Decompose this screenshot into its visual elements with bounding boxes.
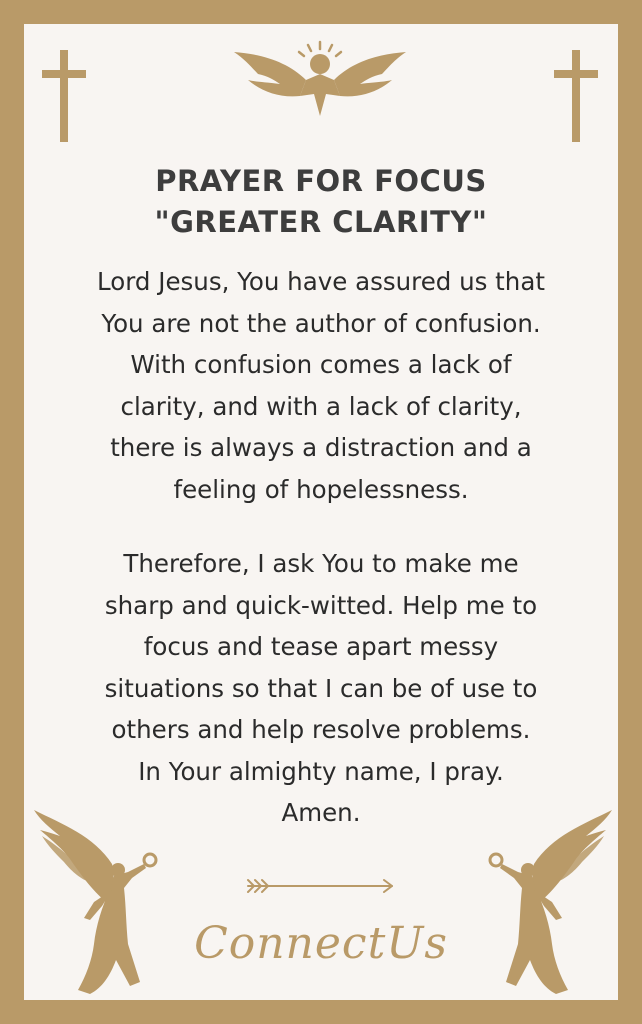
- arrow-icon: [244, 876, 396, 896]
- prayer-subtitle: "GREATER CLARITY": [154, 205, 488, 239]
- prayer-line: In Your almighty name, I pray.: [138, 756, 504, 786]
- prayer-title: PRAYER FOR FOCUS: [155, 164, 487, 198]
- prayer-line: clarity, and with a lack of clarity,: [120, 391, 522, 421]
- cross-icon: [552, 50, 600, 142]
- prayer-line: You are not the author of confusion.: [101, 308, 541, 338]
- prayer-line: situations so that I can be of use to: [104, 673, 538, 703]
- prayer-paragraph-1: [40, 261, 602, 510]
- prayer-line: With confusion comes a lack of: [130, 350, 512, 379]
- winged-sun-icon: [234, 40, 406, 120]
- brand-logo: ConnectUs: [194, 918, 448, 969]
- prayer-line: Therefore, I ask You to make me: [123, 549, 519, 578]
- prayer-line: others and help resolve problems.: [111, 715, 531, 744]
- prayer-line: there is always a distraction and a: [110, 433, 532, 462]
- prayer-line: Lord Jesus, You have assured us that: [97, 267, 545, 296]
- prayer-line: feeling of hopelessness.: [173, 474, 469, 504]
- prayer-line: sharp and quick-witted. Help me to: [104, 590, 538, 620]
- cross-icon: [40, 50, 88, 142]
- prayer-line: focus and tease apart messy: [143, 632, 499, 661]
- prayer-paragraph-2: [40, 543, 602, 834]
- prayer-line: Amen.: [281, 798, 361, 827]
